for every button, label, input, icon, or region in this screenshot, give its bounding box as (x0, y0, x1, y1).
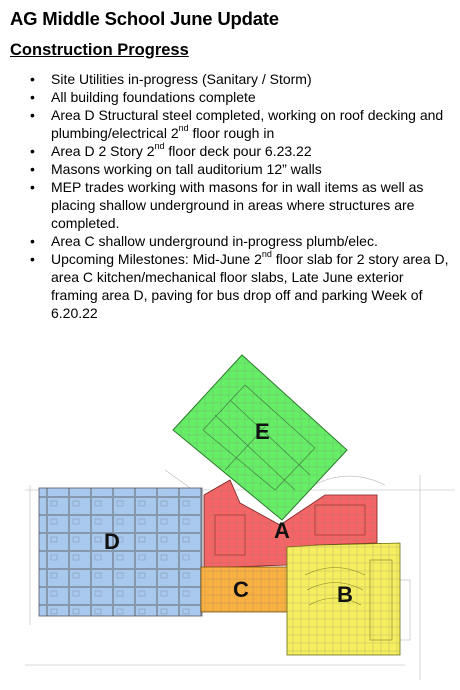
area-d (39, 488, 202, 616)
area-b-label: B (337, 582, 353, 607)
list-item: • Area D 2 Story 2nd floor deck pour 6.23.22 (30, 142, 450, 160)
list-item: • Area C shallow underground in-progress plumb/elec. (30, 232, 450, 250)
list-item: • Area D Structural steel completed, working on roof decking and plumbing/electrical 2nd floor rough in (30, 106, 450, 142)
list-item: • Masons working on tall auditorium 12” walls (30, 160, 450, 178)
list-item: • MEP trades working with masons for in wall items as well as placing shallow underground in areas where structures are completed. (30, 178, 450, 232)
area-c-label: C (233, 577, 249, 602)
section-title: Construction Progress (10, 41, 189, 59)
area-e-label: E (255, 419, 270, 444)
list-item: • Site Utilities in-progress (Sanitary / Storm) (30, 70, 450, 88)
page-title: AG Middle School June Update (10, 8, 279, 29)
area-a-label: A (274, 518, 290, 543)
progress-list (30, 70, 450, 322)
site-plan (25, 335, 455, 685)
area-b (287, 543, 400, 655)
list-item: • Upcoming Milestones: Mid-June 2nd floor slab for 2 story area D, area C kitchen/mechanical floor slabs, Late June exterior framing area D, paving for bus drop off and parking Week of 6.20.22 (30, 250, 450, 322)
area-c (201, 567, 289, 612)
area-d-label: D (104, 529, 120, 554)
list-item: • All building foundations complete (30, 88, 450, 106)
